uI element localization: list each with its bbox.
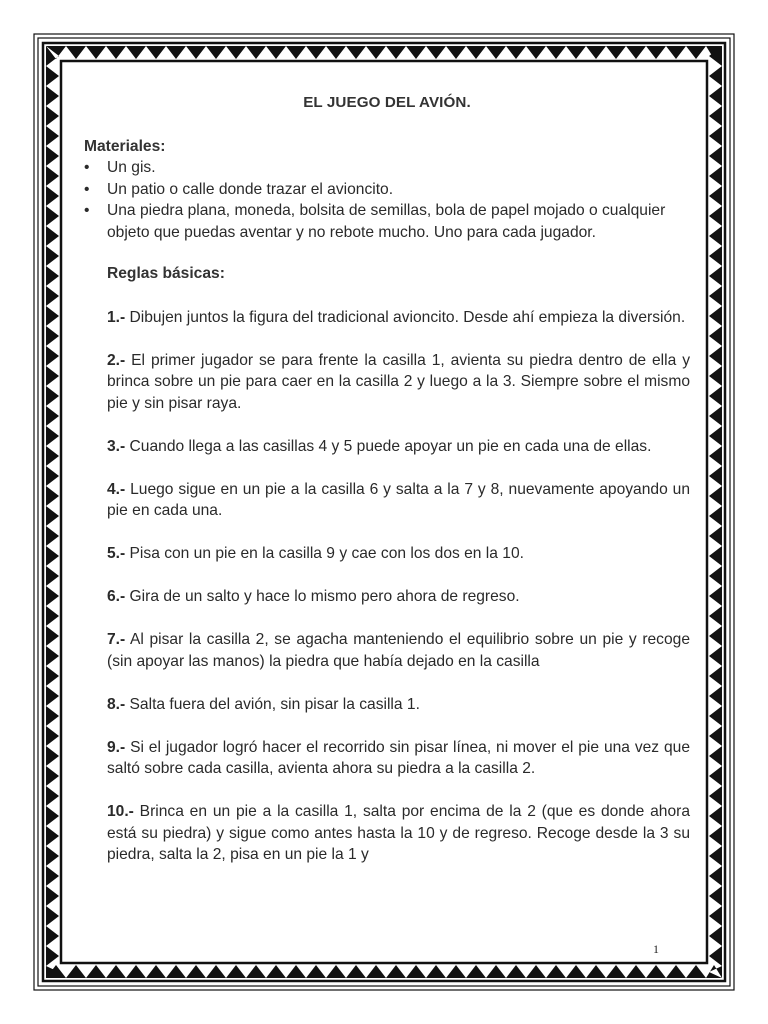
page-number: 1 [653, 942, 659, 956]
materials-heading: Materiales: [84, 137, 166, 155]
rule-8: 8.- Salta fuera del avión, sin pisar la casilla 1. [107, 695, 420, 713]
rule-4: 4.- Luego sigue en un pie a la casilla 6 y salta a la 7 y 8, nuevamente apoyando un pie en cada una. [107, 480, 690, 519]
rule-1: 1.- Dibujen juntos la figura del tradicional avioncito. Desde ahí empieza la diversión. [107, 308, 686, 326]
rule-7: 7.- Al pisar la casilla 2, se agacha manteniendo el equilibrio sobre un pie y recoge (sin apoyar las manos) la piedra que había dejado en la casilla [107, 631, 690, 670]
rule-5: 5.- Pisa con un pie en la casilla 9 y cae con los dos en la 10. [107, 545, 524, 562]
document-body [84, 92, 690, 887]
list-item: • Un gis. [84, 157, 690, 179]
rule-3: 3.- Cuando llega a las casillas 4 y 5 puede apoyar un pie en cada una de ellas. [107, 437, 652, 455]
bullet-icon: • [84, 180, 90, 198]
list-item: • Un patio o calle donde trazar el avioncito. [84, 179, 690, 201]
bullet-icon: • [84, 159, 90, 176]
rule-6: 6.- Gira de un salto y hace lo mismo pero ahora de regreso. [107, 588, 520, 605]
rule-10: 10.- Brinca en un pie a la casilla 1, salta por encima de la 2 (que es donde ahora está su piedra) y sigue como antes hasta la 10 y de regreso. Recoge desde la 3 su piedra, salta la 2, pisa en un pie la 1 y [107, 803, 690, 863]
bullet-icon: • [84, 202, 90, 219]
rule-2: 2.- El primer jugador se para frente la casilla 1, avienta su piedra dentro de ella y brinca sobre un pie para caer en la casilla 2 y luego a la 3. Siempre sobre el mismo pie y sin pisar raya. [107, 351, 690, 412]
rule-9: 9.- Si el jugador logró hacer el recorrido sin pisar línea, ni mover el pie una vez que saltó sobre cada casilla, avienta ahora su piedra a la casilla 2. [107, 738, 690, 777]
document-title: EL JUEGO DEL AVIÓN. [303, 94, 471, 111]
list-item: • Una piedra plana, moneda, bolsita de semillas, bola de papel mojado o cualquier objeto que puedas aventar y no rebote mucho. Uno para cada jugador. [84, 202, 666, 241]
rules-heading: Reglas básicas: [107, 265, 225, 282]
materials-list [84, 157, 690, 243]
